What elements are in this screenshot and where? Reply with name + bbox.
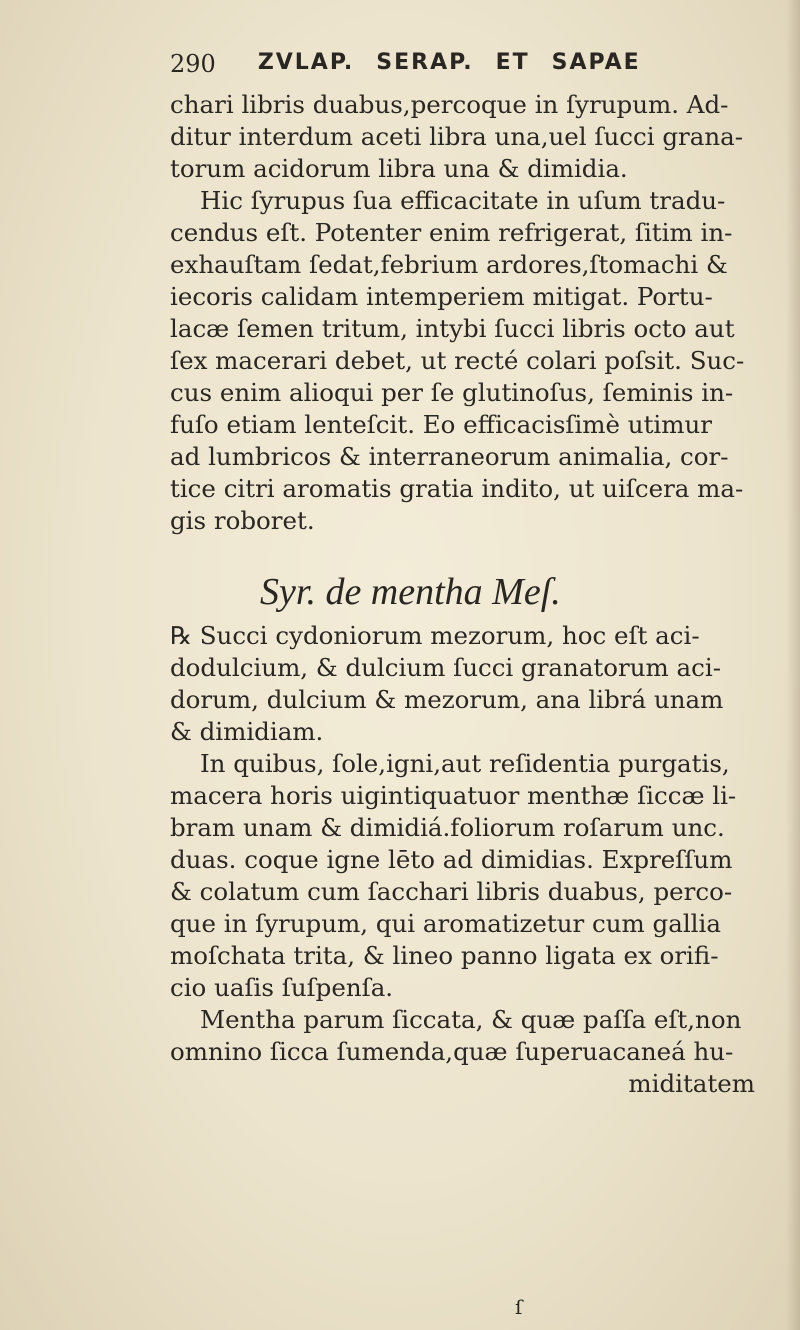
running-header — [170, 50, 641, 78]
text-line: torum acidorum libra una & dimidia. — [170, 154, 628, 183]
text-line: ad lumbricos & interraneorum animalia, cor- — [170, 442, 729, 471]
text-line: ℞ Succi cydoniorum mezorum, hoc eſt aci- — [170, 621, 700, 650]
text-line: dodulcium, & dulcium ſucci granatorum aci- — [170, 653, 721, 682]
text-line: In quibus, ſole,igni,aut reſidentia purgatis, — [200, 749, 730, 778]
text-line: cus enim alioqui per ſe glutinoſus, ſeminis in- — [170, 378, 734, 407]
text-line: macera horis uigintiquatuor menthæ ſiccæ li- — [170, 781, 737, 810]
catchword: miditatem — [628, 1069, 755, 1098]
running-title-word-4: SAPAE — [551, 50, 641, 75]
text-line: cio uaſis ſuſpenſa. — [170, 973, 394, 1002]
text-line: gis roboret. — [170, 506, 315, 535]
signature-mark: ſ — [515, 1295, 523, 1319]
text-line: que in ſyrupum, qui aromatizetur cum gallia — [170, 909, 721, 938]
text-line: dorum, dulcium & mezorum, ana librá unam — [170, 685, 724, 714]
text-line: fuſo etiam lenteſcit. Eo efficacisſimè utimur — [170, 410, 712, 439]
page-number: 290 — [170, 50, 216, 78]
running-title-word-3: ET — [495, 50, 530, 75]
text-line: chari libris duabus,percoque in ſyrupum. Ad- — [170, 90, 729, 119]
text-line: exhauſtam ſedat,febrium ardores,ſtomachi & — [170, 250, 728, 279]
running-title-word-2: SERAP. — [376, 50, 474, 75]
text-line: tice citri aromatis gratia indito, ut uiſcera ma- — [170, 474, 744, 503]
text-line: iecoris calidam intemperiem mitigat. Portu- — [170, 282, 713, 311]
text-line: & dimidiam. — [170, 717, 324, 746]
text-line: duas. coque igne lēto ad dimidias. Expreſſum — [170, 845, 733, 874]
text-line: Hic ſyrupus ſua efficacitate in uſum tradu- — [200, 186, 726, 215]
text-line: Mentha parum ſiccata, & quæ paſſa eſt,non — [200, 1005, 742, 1034]
text-line: lacæ ſemen tritum, intybi ſucci libris octo aut — [170, 314, 735, 343]
text-line: omnino ſicca ſumenda,quæ ſuperuacaneá hu- — [170, 1037, 734, 1066]
section-heading: Syr. de mentha Meſ. — [260, 571, 561, 613]
running-title-word-1: ZVLAP. — [257, 50, 355, 75]
text-line: ditur interdum aceti libra una,uel ſucci grana- — [170, 122, 743, 151]
text-line: & colatum cum ſacchari libris duabus, perco- — [170, 877, 733, 906]
text-line: bram unam & dimidiá.foliorum roſarum unc. — [170, 813, 725, 842]
text-line: cendus eſt. Potenter enim refrigerat, ſitim in- — [170, 218, 733, 247]
text-line: ſex macerari debet, ut recté colari poſsit. Suc- — [170, 346, 745, 375]
text-line: moſchata trita, & lineo panno ligata ex orifi- — [170, 941, 719, 970]
